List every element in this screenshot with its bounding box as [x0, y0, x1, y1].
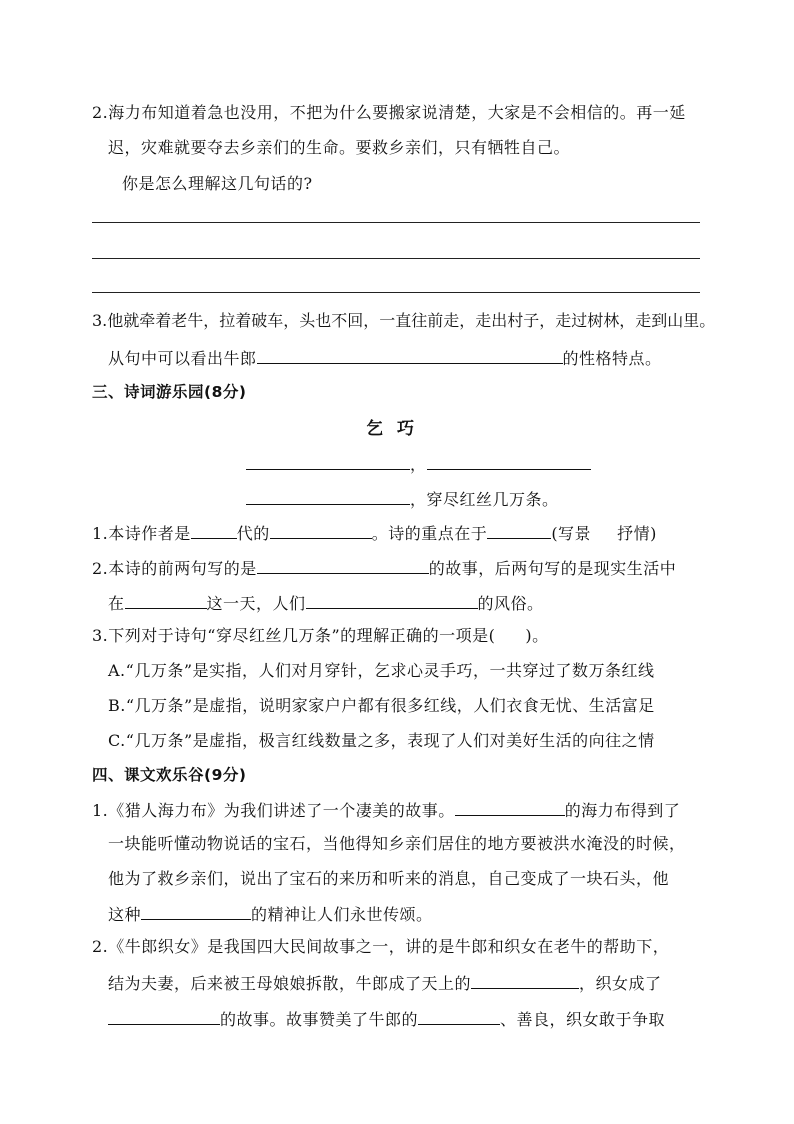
s4-item-1-line-2: 一块能听懂动物说话的宝石，当他得知乡亲们居住的地方要被洪水淹没的时候， [108, 834, 686, 853]
q3-blank[interactable] [257, 345, 563, 364]
s3-i2-text-a: 2.本诗的前两句写的是 [92, 559, 257, 578]
spirit-blank[interactable] [141, 901, 251, 920]
s4-i1-text-a: 1.《猎人海力布》为我们讲述了一个凄美的故事。 [92, 801, 455, 820]
option-a[interactable]: A.“几万条”是实指，人们对月穿针，乞求心灵手巧，一共穿过了数万条红线 [108, 661, 655, 680]
s4-i1-text-b: 的海力布得到了 [564, 801, 681, 820]
s3-i2-text-c: 在 [108, 594, 125, 613]
s4-i2-text-b: ，织女成了 [579, 974, 662, 993]
option-c[interactable]: C.“几万条”是虚指，极言红线数量之多，表现了人们对美好生活的向往之情 [108, 731, 655, 750]
festival-blank[interactable] [125, 590, 207, 609]
s3-i2-text-b: 的故事，后两句写的是现实生活中 [428, 559, 677, 578]
s3-item-2-line-1 [92, 555, 676, 581]
poem-comma: ， [410, 455, 427, 474]
option-b[interactable]: B.“几万条”是虚指，说明家家户户都有很多红线，人们衣食无忧、生活富足 [108, 696, 655, 715]
story-blank[interactable] [257, 555, 429, 574]
s4-item-2-line-3 [108, 1006, 665, 1032]
dynasty-blank[interactable] [191, 520, 237, 539]
q3-post-text: 的性格特点。 [562, 349, 662, 368]
poem-line-3-4 [246, 486, 559, 512]
s3-i3-question-text: 3.下列对于诗句“穿尽红丝几万条”的理解正确的一项是( [92, 626, 496, 645]
answer-line-3[interactable] [92, 292, 700, 293]
s3-i2-text-d: 这一天，人们 [206, 594, 306, 613]
star-blank-2[interactable] [108, 1006, 220, 1025]
q2-prompt: 你是怎么理解这几句话的? [122, 174, 313, 193]
q2-line-1: 2.海力布知道着急也没用，不把为什么要搬家说清楚，大家是不会相信的。再一延 [92, 103, 686, 122]
s4-i2-text-a: 结为夫妻，后来被王母娘娘拆散，牛郎成了天上的 [108, 974, 472, 993]
s4-i1-text-d: 的精神让人们永世传颂。 [251, 905, 433, 924]
q3-line-2 [108, 345, 662, 371]
s4-i2-text-c: 的故事。故事赞美了牛郎的 [220, 1010, 419, 1029]
s3-item-3-question [92, 624, 549, 648]
star-blank-1[interactable] [471, 970, 579, 989]
focus-blank[interactable] [487, 520, 551, 539]
answer-line-1[interactable] [92, 222, 700, 223]
s3-i1-option-scenery[interactable]: (写景 [551, 524, 592, 543]
s3-item-2-line-2 [108, 590, 544, 616]
s3-i1-text-c: 。诗的重点在于 [371, 524, 488, 543]
section-3-heading: 三、诗词游乐园(8分) [92, 383, 247, 401]
q3-pre-text: 从句中可以看出牛郎 [108, 349, 257, 368]
poem-blank-2[interactable] [427, 451, 591, 470]
trait-blank[interactable] [418, 1006, 500, 1025]
poem-blank-3[interactable] [246, 486, 410, 505]
custom-blank[interactable] [306, 590, 478, 609]
s3-i3-question-end: )。 [525, 626, 549, 645]
q2-line-2: 迟，灾难就要夺去乡亲们的生命。要救乡亲们，只有牺牲自己。 [108, 138, 571, 157]
q3-line-1: 3.他就牵着老牛，拉着破车，头也不回，一直往前走，走出村子，走过树林，走到山里。 [92, 311, 716, 330]
s4-item-1-line-3: 他为了救乡亲们，说出了宝石的来历和听来的消息，自己变成了一块石头，他 [108, 869, 670, 888]
s4-item-2-line-1: 2.《牛郎织女》是我国四大民间故事之一，讲的是牛郎和织女在老牛的帮助下， [92, 937, 670, 956]
section-4-heading: 四、课文欢乐谷(9分) [92, 766, 247, 784]
answer-line-2[interactable] [92, 258, 700, 259]
s4-item-1-line-1 [92, 797, 680, 823]
s4-item-2-line-2 [108, 970, 662, 996]
poem-line-4: ，穿尽红丝几万条。 [410, 490, 559, 509]
poem-title: 乞巧 [366, 419, 428, 439]
s3-i2-text-e: 的风俗。 [477, 594, 544, 613]
author-blank[interactable] [270, 520, 372, 539]
s4-i1-text-c: 这种 [108, 905, 142, 924]
poem-line-1-2 [246, 451, 591, 477]
s3-item-1 [92, 520, 657, 546]
s3-i1-text-b: 代的 [236, 524, 270, 543]
hailibu-blank[interactable] [455, 797, 565, 816]
s4-i2-text-d: 、善良，织女敢于争取 [500, 1010, 666, 1029]
s4-item-1-line-4 [108, 901, 433, 927]
s3-i1-option-emotion[interactable]: 抒情) [617, 524, 657, 543]
poem-blank-1[interactable] [246, 451, 410, 470]
s3-i1-text-a: 1.本诗作者是 [92, 524, 191, 543]
